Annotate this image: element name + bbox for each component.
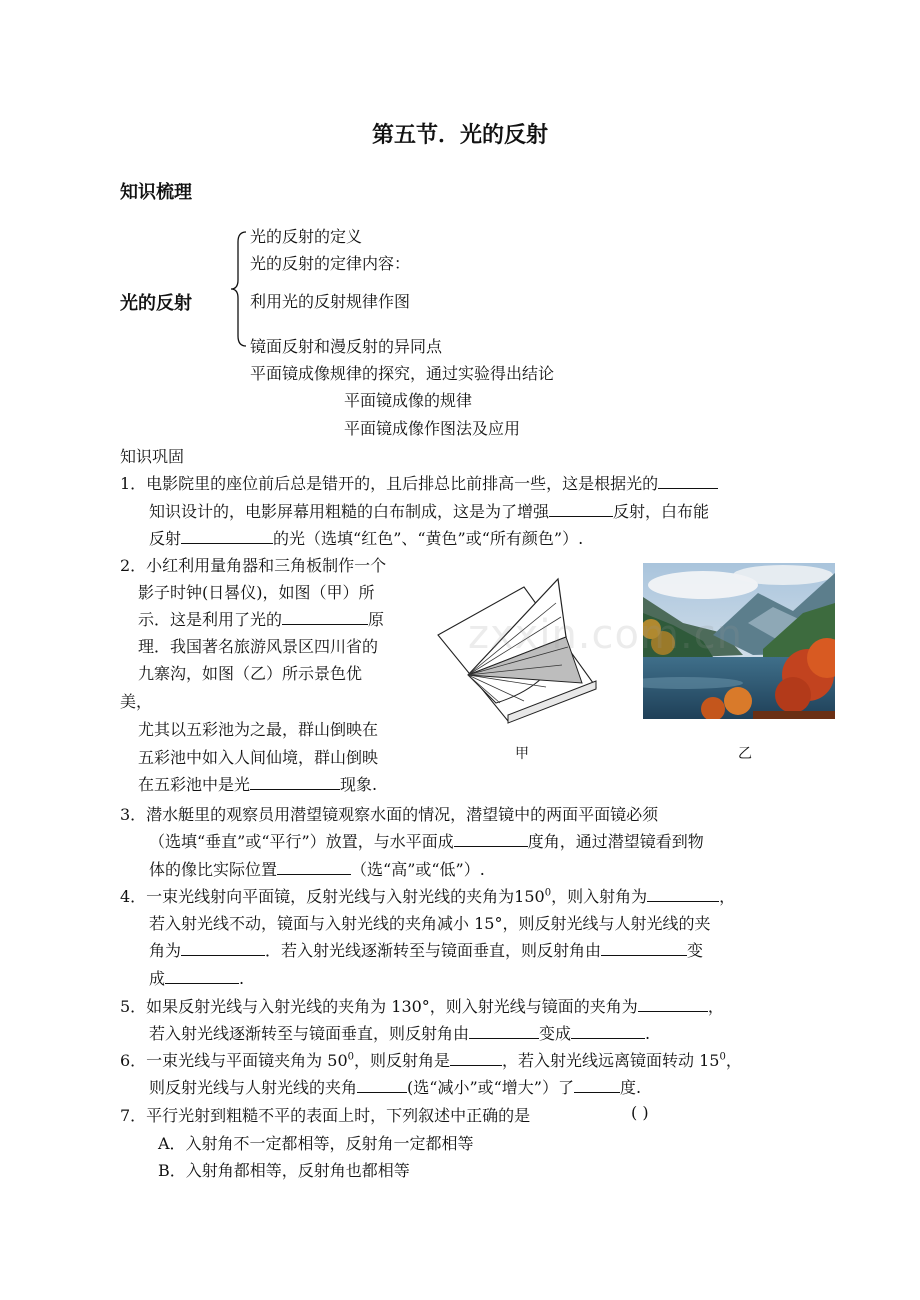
question-7-line: 7．平行光射到粗糙不平的表面上时，下列叙述中正确的是: [120, 1106, 531, 1125]
outline-item: 利用光的反射规律作图: [250, 292, 411, 311]
section-heading-consolidate: 知识巩固: [120, 447, 185, 466]
text: (选“减小”或“增大”）了: [407, 1078, 574, 1097]
answer-blank[interactable]: [181, 529, 273, 544]
text: ，: [719, 887, 736, 906]
text: 度角，通过潜望镜看到物: [527, 832, 704, 851]
answer-blank[interactable]: [277, 860, 351, 875]
question-6-line: [149, 1075, 641, 1098]
answer-blank[interactable]: [549, 502, 613, 517]
answer-blank[interactable]: [250, 775, 340, 790]
curly-brace-icon: [228, 230, 250, 348]
superscript: 0: [347, 1051, 355, 1063]
question-1-line: [149, 526, 583, 549]
text: 1．电影院里的座位前后总是错开的，且后排总比前排高一些，这是根据光的: [120, 474, 659, 493]
question-2-line: 尤其以五彩池为之最，群山倒映在: [138, 720, 379, 739]
text: ，则入射角为: [551, 887, 648, 906]
text: .: [645, 1024, 651, 1043]
question-2-line: 影子时钟(日晷仪)，如图（甲）所: [138, 583, 375, 602]
answer-blank[interactable]: [638, 997, 708, 1012]
text: 5．如果反射光线与入射光线的夹角为 130°，则入射光线与镜面的夹角为: [120, 997, 638, 1016]
question-3-line: [149, 829, 704, 852]
question-3-line: [149, 857, 485, 880]
outline-item: 平面镜成像作图法及应用: [344, 419, 521, 438]
question-5-line: [149, 1021, 650, 1044]
text: 成: [149, 969, 166, 988]
question-6-line: [120, 1048, 742, 1071]
answer-blank[interactable]: [574, 1078, 620, 1093]
text: 的光（选填“红色”、“黄色”或“所有颜色”）.: [273, 529, 584, 548]
superscript: 0: [719, 1051, 726, 1063]
question-4-line: [149, 966, 244, 989]
question-4-line: [120, 884, 735, 907]
text: ．若入射光线逐渐转至与镜面垂直，则反射角由: [265, 941, 602, 960]
answer-parentheses[interactable]: ( ): [631, 1103, 649, 1122]
section-heading-knowledge: 知识梳理: [120, 182, 192, 203]
question-1-line: [149, 499, 709, 522]
question-2-line: 2．小红利用量角器和三角板制作一个: [120, 556, 387, 575]
answer-blank[interactable]: [450, 1051, 502, 1066]
question-2-line: 九寨沟，如图（乙）所示景色优: [138, 664, 363, 683]
text: 度.: [619, 1078, 642, 1097]
outline-item: 平面镜成像规律的探究，通过实验得出结论: [250, 364, 555, 383]
text: 4．一束光线射向平面镜，反射光线与入射光线的夹角为150: [120, 887, 545, 906]
text: 在五彩池中是光: [138, 775, 251, 794]
answer-blank[interactable]: [454, 832, 528, 847]
answer-blank[interactable]: [601, 941, 687, 956]
watermark: zxxin.com.cn: [468, 612, 744, 658]
text: 6．一束光线与平面镜夹角为 50: [120, 1051, 348, 1070]
question-1-line: [120, 471, 718, 494]
option-a[interactable]: A．入射角不一定都相等，反射角一定都相等: [158, 1134, 474, 1153]
text: ，若入射光线远离镜面转动 15: [502, 1051, 720, 1070]
page-title: 第五节．光的反射: [371, 123, 548, 148]
figure-caption-jia: 甲: [515, 746, 529, 762]
text: 体的像比实际位置: [149, 860, 278, 879]
outline-item: 光的反射的定义: [250, 227, 363, 246]
text: ，则反射角是: [354, 1051, 451, 1070]
brace-label: 光的反射: [120, 293, 192, 314]
text: 角为: [149, 941, 182, 960]
question-2-line: 五彩池中如入人间仙境，群山倒映: [138, 748, 379, 767]
outline-item: 光的反射的定律内容：: [250, 254, 411, 273]
text: ，: [707, 997, 724, 1016]
figure-caption-yi: 乙: [738, 746, 752, 762]
question-4-line: [149, 938, 703, 961]
text: 则反射光线与人射光线的夹角: [149, 1078, 358, 1097]
superscript: 0: [544, 887, 552, 899]
answer-blank[interactable]: [165, 969, 239, 984]
answer-blank[interactable]: [181, 941, 265, 956]
question-2-line: [138, 772, 377, 795]
text: （选“高”或“低”）.: [351, 860, 485, 879]
outline-item: 平面镜成像的规律: [344, 391, 473, 410]
outline-item: 镜面反射和漫反射的异同点: [250, 337, 443, 356]
text: 反射: [149, 529, 182, 548]
answer-blank[interactable]: [357, 1078, 407, 1093]
text: 变: [687, 941, 704, 960]
answer-blank[interactable]: [282, 610, 368, 625]
answer-blank[interactable]: [571, 1024, 645, 1039]
option-b[interactable]: B．入射角都相等，反射角也都相等: [158, 1161, 410, 1180]
question-2-line: 美，: [120, 692, 153, 711]
text: （选填“垂直”或“平行”）放置，与水平面成: [149, 832, 454, 851]
text: 反射，白布能: [613, 502, 710, 521]
text: 原: [368, 610, 385, 629]
question-2-line: 理．我国著名旅游风景区四川省的: [138, 637, 379, 656]
question-3-line: 3．潜水艇里的观察员用潜望镜观察水面的情况，潜望镜中的两面平面镜必须: [120, 805, 659, 824]
answer-blank[interactable]: [469, 1024, 539, 1039]
text: 变成: [539, 1024, 572, 1043]
text: .: [239, 969, 245, 988]
question-2-line: [138, 607, 384, 630]
text: 现象.: [340, 775, 378, 794]
text: 若入射光线逐渐转至与镜面垂直，则反射角由: [149, 1024, 470, 1043]
answer-blank[interactable]: [658, 474, 718, 489]
text: 知识设计的，电影屏幕用粗糙的白布制成，这是为了增强: [149, 502, 550, 521]
text: 示．这是利用了光的: [138, 610, 283, 629]
answer-blank[interactable]: [647, 887, 719, 902]
question-4-line: 若入射光线不动，镜面与入射光线的夹角减小 15°，则反射光线与人射光线的夹: [149, 914, 711, 933]
question-5-line: [120, 994, 724, 1017]
text: ，: [725, 1051, 742, 1070]
